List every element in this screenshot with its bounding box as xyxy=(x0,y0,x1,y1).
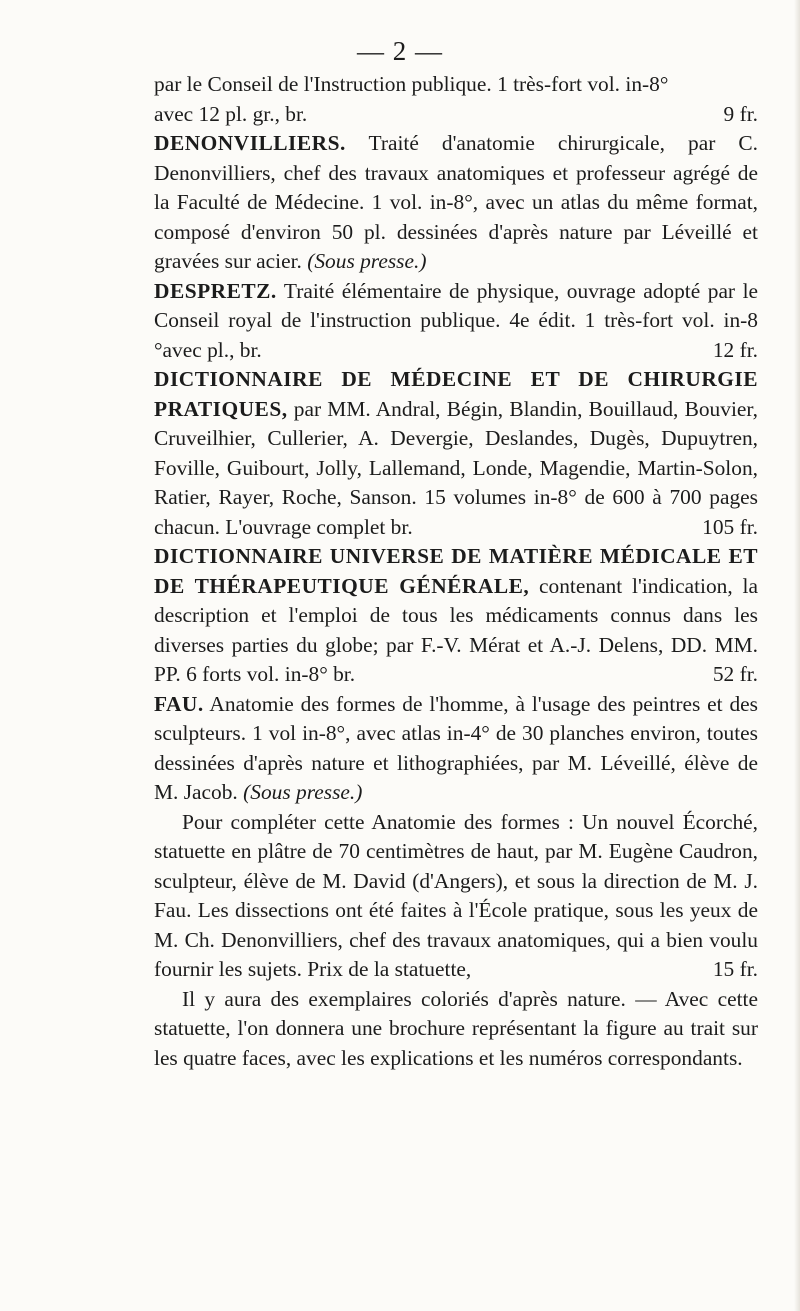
entry-price: 105 fr. xyxy=(702,514,758,539)
entry-price: 9 fr. xyxy=(723,101,758,126)
entry-line-with-price xyxy=(154,100,758,130)
entry-author: FAU. xyxy=(154,691,204,716)
entry-description: par MM. Andral, Bégin, Blandin, Bouillaud, Bouvier, Cruveilhier, Cullerier, A. Devergie, Deslandes, Dugès, Dupuytren, Foville, Guibourt, Jolly, Lallemand, Londe, Magendie, Martin-Solon, Ratier, Rayer, Roche, Sanson. 15 volumes in-8° de 600 à 700 pages chacun. L'ouvrage complet br. xyxy=(154,396,758,539)
catalogue-entry-dictionnaire-matiere-medicale xyxy=(154,542,758,690)
page-edge-shadow xyxy=(794,0,800,1311)
entry-author: DENONVILLIERS. xyxy=(154,131,346,155)
paragraph-text: Il y aura des exemplaires coloriés d'après nature. — Avec cette statuette, l'on donnera une brochure représentant la figure au trait sur les quatre faces, avec les explications et les numéros correspondants. xyxy=(154,986,758,1070)
entry-title: DICTIONNAIRE DE MÉDECINE ET DE CHIRURGIE PRATIQUES, xyxy=(154,367,758,421)
entry-note: (Sous presse.) xyxy=(243,780,363,804)
catalogue-entry-despretz xyxy=(154,277,758,366)
entry-description: contenant l'indication, la description et l'emploi de tous les médicaments connus dans les diverses parties du globe; par F.-V. Mérat et A.-J. Delens, DD. MM. PP. 6 forts vol. in-8° br. xyxy=(154,573,758,686)
entry-line: par le Conseil de l'Instruction publique. 1 très-fort vol. in-8° xyxy=(154,72,669,96)
entry-description: Anatomie des formes de l'homme, à l'usage des peintres et des sculpteurs. 1 vol in-8°, avec atlas in-4° de 30 planches environ, toutes dessinées d'après nature et lithographiées, par M. Léveillé, élève de M. Jacob. xyxy=(154,691,758,804)
catalogue-entries xyxy=(154,70,758,1073)
catalogue-entry-continued xyxy=(154,70,758,129)
entry-price: 15 fr. xyxy=(712,957,758,981)
entry-price: 52 fr. xyxy=(712,662,758,686)
entry-title: DICTIONNAIRE UNIVERSE DE MATIÈRE MÉDICALE ET DE THÉRAPEUTIQUE GÉNÉRALE, xyxy=(154,544,758,598)
supplement-paragraph-statuette xyxy=(154,808,758,985)
entry-description: Traité élémentaire de physique, ouvrage adopté par le Conseil royal de l'instruction publique. 4e édit. 1 très-fort vol. in-8 °avec pl., br. xyxy=(154,278,759,362)
catalogue-entry-denonvilliers xyxy=(154,129,758,277)
entry-price: 12 fr. xyxy=(712,337,758,362)
page-number: — 2 — xyxy=(357,36,443,66)
catalogue-entry-fau xyxy=(154,690,758,808)
entry-description: Traité d'anatomie chirurgicale, par C. Denonvilliers, chef des travaux anatomiques et professeur agrégé de la Faculté de Médecine. 1 vol. in-8°, avec un atlas du même format, composé d'environ 50 pl. dessinées d'après nature par Léveillé et gravées sur acier. xyxy=(154,131,758,273)
catalogue-entry-dictionnaire-medecine xyxy=(154,365,758,542)
paragraph-text: Pour compléter cette Anatomie des formes : Un nouvel Écorché, statuette en plâtre de 70 centimètres de haut, par M. Eugène Caudron, sculpteur, élève de M. David (d'Angers), et sous la direction de M. J. Fau. Les dissections ont été faites à l'École pratique, sous les yeux de M. Ch. Denonvilliers, chef des travaux anatomiques, qui a bien voulu fournir les sujets. Prix de la statuette, xyxy=(154,809,758,981)
supplement-paragraph-exemplaires xyxy=(154,985,758,1074)
entry-note: (Sous presse.) xyxy=(307,249,427,273)
entry-author: DESPRETZ. xyxy=(154,278,277,303)
entry-line-text: avec 12 pl. gr., br. xyxy=(154,101,308,126)
